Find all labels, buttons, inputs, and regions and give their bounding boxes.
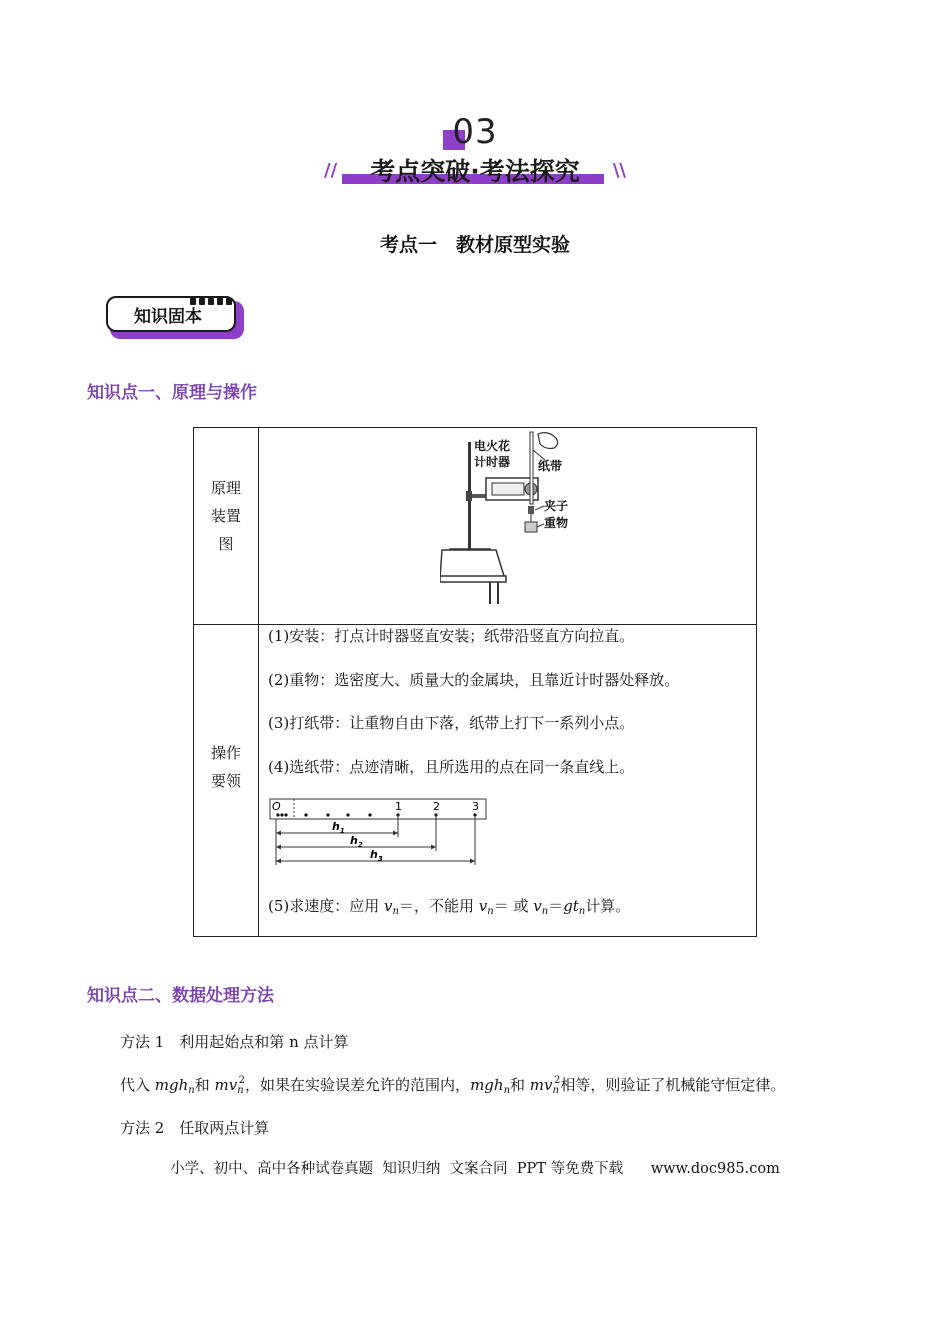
h2-label: $h_2$ [350, 834, 363, 849]
label-timer-1: 电火花 [474, 439, 511, 453]
h1-label: $h_1$ [332, 820, 345, 835]
section-number: 03 [452, 112, 498, 152]
tape-point-2: 2 [433, 800, 440, 813]
method-1-heading: 方法 1 利用起始点和第 n 点计算 [120, 1033, 349, 1051]
method-2-heading: 方法 2 任取两点计算 [120, 1119, 270, 1137]
section-title-banner [322, 150, 628, 194]
table-cell-label [194, 625, 259, 936]
op-step-4: (4)选纸带：点迹清晰，且所选用的点在同一条直线上。 [268, 758, 635, 776]
apparatus-diagram [440, 428, 580, 606]
label-timer-2: 计时器 [474, 455, 511, 469]
label-tape: 纸带 [538, 459, 563, 473]
label-line: 图 [218, 535, 234, 553]
label-line: 要领 [210, 772, 241, 790]
op-step-5: (5)求速度：应用 $v_n=$，不能用 $v_n=$ 或 $v_n=gt_n$计算。 [268, 897, 631, 917]
table-cell-label [194, 428, 259, 624]
method-1-body: 代入 mgh$_n$和 $mv_n^2$，如果在实验误差允许的范围内，mgh$_n$和 $mv_n^2$相等，则验证了机械能守恒定律。 [120, 1075, 786, 1096]
kp1-heading: 知识点一、原理与操作 [87, 383, 257, 403]
label-clip: 夹子 [544, 499, 569, 513]
tape-point-1: 1 [395, 800, 402, 813]
table-row-operation [194, 625, 756, 936]
op-step-1: (1)安装：打点计时器竖直安装；纸带沿竖直方向拉直。 [268, 627, 635, 645]
tape-point-3: 3 [472, 800, 479, 813]
tape-origin-label: O [272, 800, 281, 813]
table-row-apparatus [194, 428, 756, 625]
label-weight: 重物 [544, 516, 569, 530]
label-line: 操作 [210, 744, 241, 762]
label-line: 装置 [210, 507, 241, 525]
badge-label: 知识固本 [134, 307, 202, 327]
page-footer: 小学、初中、高中各种试卷真题 知识归纳 文案合同 PPT 等免费下载 www.doc985.com [170, 1161, 780, 1177]
slash-right-decoration: \\ [612, 160, 626, 181]
kaodian-title: 考点一 教材原型实验 [379, 234, 570, 256]
section-title: 考点突破·考法探究 [370, 157, 580, 186]
op-step-3: (3)打纸带：让重物自由下落，纸带上打下一系列小点。 [268, 714, 635, 732]
principle-operation-table [193, 427, 757, 937]
label-line: 原理 [210, 479, 241, 497]
op-step-2: (2)重物：选密度大、质量大的金属块，且靠近计时器处释放。 [268, 671, 680, 689]
h3-label: $h_3$ [370, 848, 383, 863]
kp2-heading: 知识点二、数据处理方法 [87, 986, 274, 1006]
tape-diagram [268, 797, 490, 875]
knowledge-badge [106, 296, 244, 340]
slash-left-decoration: // [324, 160, 338, 181]
